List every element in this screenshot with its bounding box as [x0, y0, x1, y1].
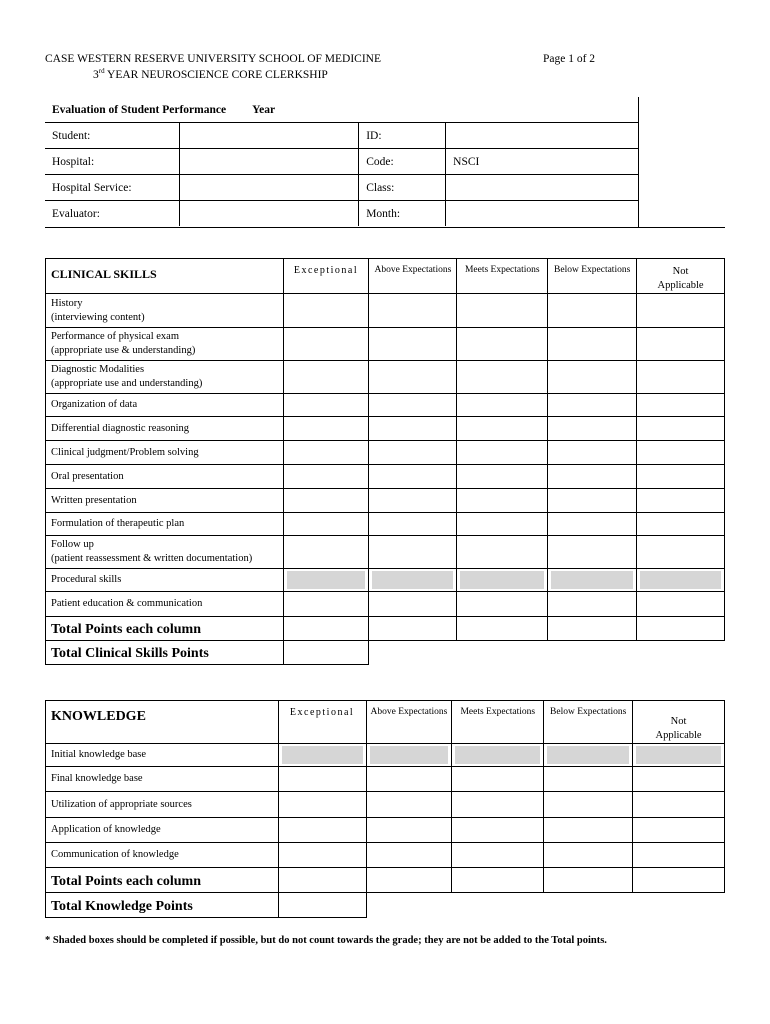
rating-cell[interactable]	[369, 569, 457, 592]
rating-cell[interactable]	[283, 536, 369, 569]
rating-cell[interactable]	[637, 489, 725, 513]
rating-cell[interactable]	[278, 843, 366, 868]
col-not-applicable: Not Applicable	[637, 259, 725, 294]
clinical-skills-table	[45, 258, 725, 665]
rating-cell[interactable]	[548, 513, 637, 536]
table-row	[46, 328, 725, 361]
table-row	[46, 361, 725, 394]
rating-cell[interactable]	[278, 767, 366, 792]
rating-cell[interactable]	[283, 489, 369, 513]
rating-cell[interactable]	[548, 441, 637, 465]
knowledge-table	[45, 700, 725, 918]
criterion-label: Communication of knowledge	[46, 843, 279, 868]
rating-cell[interactable]	[283, 294, 369, 328]
score-cell[interactable]	[457, 617, 548, 641]
rating-cell[interactable]	[369, 441, 457, 465]
score-cell[interactable]	[548, 617, 637, 641]
month-label: Month:	[359, 201, 446, 227]
code-field[interactable]: NSCI	[446, 149, 639, 175]
rating-cell[interactable]	[457, 294, 548, 328]
rating-cell[interactable]	[548, 489, 637, 513]
rating-cell[interactable]	[548, 536, 637, 569]
rating-cell[interactable]	[457, 465, 548, 489]
info-right-border	[638, 97, 639, 228]
criterion-label: Patient education & communication	[46, 592, 284, 617]
table-row	[46, 744, 725, 767]
rating-cell[interactable]	[369, 513, 457, 536]
rating-cell[interactable]	[369, 592, 457, 617]
table-row	[46, 569, 725, 592]
rating-cell[interactable]	[637, 417, 725, 441]
rating-cell[interactable]	[283, 592, 369, 617]
criterion-label: Initial knowledge base	[46, 744, 279, 767]
rating-cell[interactable]	[283, 394, 369, 417]
criterion-label: Formulation of therapeutic plan	[46, 513, 284, 536]
rating-cell[interactable]	[548, 592, 637, 617]
criterion-label: History (interviewing content)	[46, 294, 284, 328]
month-field[interactable]	[446, 201, 639, 227]
id-label: ID:	[359, 123, 446, 149]
col-above: Above Expectations	[366, 701, 452, 744]
table-row	[46, 818, 725, 843]
clinical-total-field[interactable]	[283, 641, 369, 665]
col-below: Below Expectations	[544, 701, 633, 744]
knowledge-total-label: Total Knowledge Points	[46, 893, 279, 918]
rating-cell[interactable]	[452, 744, 544, 767]
id-field[interactable]	[446, 123, 639, 149]
rating-cell[interactable]	[369, 328, 457, 361]
rating-cell[interactable]	[366, 843, 452, 868]
rating-cell[interactable]	[544, 767, 633, 792]
knowledge-total-field[interactable]	[278, 893, 366, 918]
rating-cell[interactable]	[457, 569, 548, 592]
table-row	[46, 513, 725, 536]
rating-cell[interactable]	[633, 792, 725, 818]
rating-cell[interactable]	[637, 394, 725, 417]
col-above: Above Expectations	[369, 259, 457, 294]
rating-cell[interactable]	[633, 744, 725, 767]
table-row	[46, 489, 725, 513]
clinical-total-each-label: Total Points each column	[46, 617, 284, 641]
criterion-label: Follow up (patient reassessment & written documentation)	[46, 536, 284, 569]
rating-cell[interactable]	[452, 818, 544, 843]
rating-cell[interactable]	[457, 536, 548, 569]
rating-cell[interactable]	[548, 394, 637, 417]
table-row	[46, 843, 725, 868]
col-below: Below Expectations	[548, 259, 637, 294]
score-cell[interactable]	[366, 868, 452, 893]
rating-cell[interactable]	[283, 513, 369, 536]
rating-cell[interactable]	[283, 569, 369, 592]
rating-cell[interactable]	[457, 361, 548, 394]
rating-cell[interactable]	[283, 417, 369, 441]
rating-cell[interactable]	[283, 465, 369, 489]
rating-cell[interactable]	[637, 592, 725, 617]
rating-cell[interactable]	[369, 465, 457, 489]
clinical-total-label: Total Clinical Skills Points	[46, 641, 284, 665]
rating-cell[interactable]	[544, 818, 633, 843]
score-cell[interactable]	[452, 868, 544, 893]
rating-cell[interactable]	[457, 328, 548, 361]
score-cell[interactable]	[633, 868, 725, 893]
rating-cell[interactable]	[548, 294, 637, 328]
criterion-label: Written presentation	[46, 489, 284, 513]
code-label: Code:	[359, 149, 446, 175]
rating-cell[interactable]	[366, 792, 452, 818]
clinical-skills-title: CLINICAL SKILLS	[46, 259, 284, 294]
class-field[interactable]	[446, 175, 639, 201]
rating-cell[interactable]	[457, 441, 548, 465]
score-cell[interactable]	[278, 868, 366, 893]
rating-cell[interactable]	[283, 361, 369, 394]
table-row	[46, 441, 725, 465]
header-institution: CASE WESTERN RESERVE UNIVERSITY SCHOOL OF MEDICINE	[45, 53, 381, 65]
class-label: Class:	[359, 175, 446, 201]
evaluator-label: Evaluator:	[45, 201, 180, 227]
rating-cell[interactable]	[369, 417, 457, 441]
score-cell[interactable]	[283, 617, 369, 641]
col-not-applicable: Not Applicable	[633, 701, 725, 744]
table-row	[46, 536, 725, 569]
rating-cell[interactable]	[278, 792, 366, 818]
col-exceptional: Exceptional	[278, 701, 366, 744]
section-divider	[45, 227, 725, 228]
table-row	[46, 792, 725, 818]
rating-cell[interactable]	[633, 843, 725, 868]
rating-cell[interactable]	[637, 441, 725, 465]
table-row	[46, 394, 725, 417]
rating-cell[interactable]	[369, 294, 457, 328]
rating-cell[interactable]	[633, 767, 725, 792]
rating-cell[interactable]	[548, 328, 637, 361]
header-clerkship: 3rd YEAR NEUROSCIENCE CORE CLERKSHIP	[93, 67, 328, 81]
rating-cell[interactable]	[637, 294, 725, 328]
col-exceptional: Exceptional	[283, 259, 369, 294]
service-label: Hospital Service:	[45, 175, 180, 201]
criterion-label: Differential diagnostic reasoning	[46, 417, 284, 441]
table-row	[46, 767, 725, 792]
table-row	[46, 465, 725, 489]
rating-cell[interactable]	[548, 417, 637, 441]
hospital-field[interactable]	[180, 149, 359, 175]
criterion-label: Application of knowledge	[46, 818, 279, 843]
criterion-label: Oral presentation	[46, 465, 284, 489]
criterion-label: Diagnostic Modalities (appropriate use and understanding)	[46, 361, 284, 394]
rating-cell[interactable]	[637, 513, 725, 536]
score-cell[interactable]	[637, 617, 725, 641]
rating-cell[interactable]	[637, 536, 725, 569]
form-title: Evaluation of Student Performance	[52, 103, 227, 116]
year-label: Year	[252, 103, 276, 116]
rating-cell[interactable]	[278, 818, 366, 843]
rating-cell[interactable]	[633, 818, 725, 843]
criterion-label: Organization of data	[46, 394, 284, 417]
student-label: Student:	[45, 123, 180, 149]
rating-cell[interactable]	[548, 465, 637, 489]
rating-cell[interactable]	[278, 744, 366, 767]
rating-cell[interactable]	[548, 361, 637, 394]
knowledge-total-each-label: Total Points each column	[46, 868, 279, 893]
rating-cell[interactable]	[452, 792, 544, 818]
rating-cell[interactable]	[369, 489, 457, 513]
rating-cell[interactable]	[637, 361, 725, 394]
rating-cell[interactable]	[366, 818, 452, 843]
rating-cell[interactable]	[544, 792, 633, 818]
col-meets: Meets Expectations	[452, 701, 544, 744]
page-number: Page 1 of 2	[543, 53, 596, 65]
rating-cell[interactable]	[637, 465, 725, 489]
table-row	[46, 294, 725, 328]
criterion-label: Procedural skills	[46, 569, 284, 592]
footnote: * Shaded boxes should be completed if possible, but do not count towards the grade; they are not be added to the Total points.	[45, 935, 607, 946]
rating-cell[interactable]	[366, 767, 452, 792]
col-meets: Meets Expectations	[457, 259, 548, 294]
service-field[interactable]	[180, 175, 359, 201]
table-row	[46, 417, 725, 441]
rating-cell[interactable]	[369, 536, 457, 569]
rating-cell[interactable]	[457, 417, 548, 441]
criterion-label: Clinical judgment/Problem solving	[46, 441, 284, 465]
rating-cell[interactable]	[637, 328, 725, 361]
rating-cell[interactable]	[457, 513, 548, 536]
rating-cell[interactable]	[457, 489, 548, 513]
rating-cell[interactable]	[548, 569, 637, 592]
rating-cell[interactable]	[452, 767, 544, 792]
rating-cell[interactable]	[637, 569, 725, 592]
criterion-label: Utilization of appropriate sources	[46, 792, 279, 818]
table-row	[46, 592, 725, 617]
knowledge-title: KNOWLEDGE	[46, 701, 279, 744]
criterion-label: Final knowledge base	[46, 767, 279, 792]
student-info-table	[45, 97, 639, 226]
rating-cell[interactable]	[457, 394, 548, 417]
rating-cell[interactable]	[366, 744, 452, 767]
rating-cell[interactable]	[369, 361, 457, 394]
rating-cell[interactable]	[457, 592, 548, 617]
hospital-label: Hospital:	[45, 149, 180, 175]
rating-cell[interactable]	[544, 843, 633, 868]
score-cell[interactable]	[544, 868, 633, 893]
rating-cell[interactable]	[283, 441, 369, 465]
evaluator-field[interactable]	[180, 201, 359, 227]
rating-cell[interactable]	[369, 394, 457, 417]
score-cell[interactable]	[369, 617, 457, 641]
rating-cell[interactable]	[452, 843, 544, 868]
student-field[interactable]	[180, 123, 359, 149]
rating-cell[interactable]	[283, 328, 369, 361]
rating-cell[interactable]	[544, 744, 633, 767]
criterion-label: Performance of physical exam (appropriate use & understanding)	[46, 328, 284, 361]
